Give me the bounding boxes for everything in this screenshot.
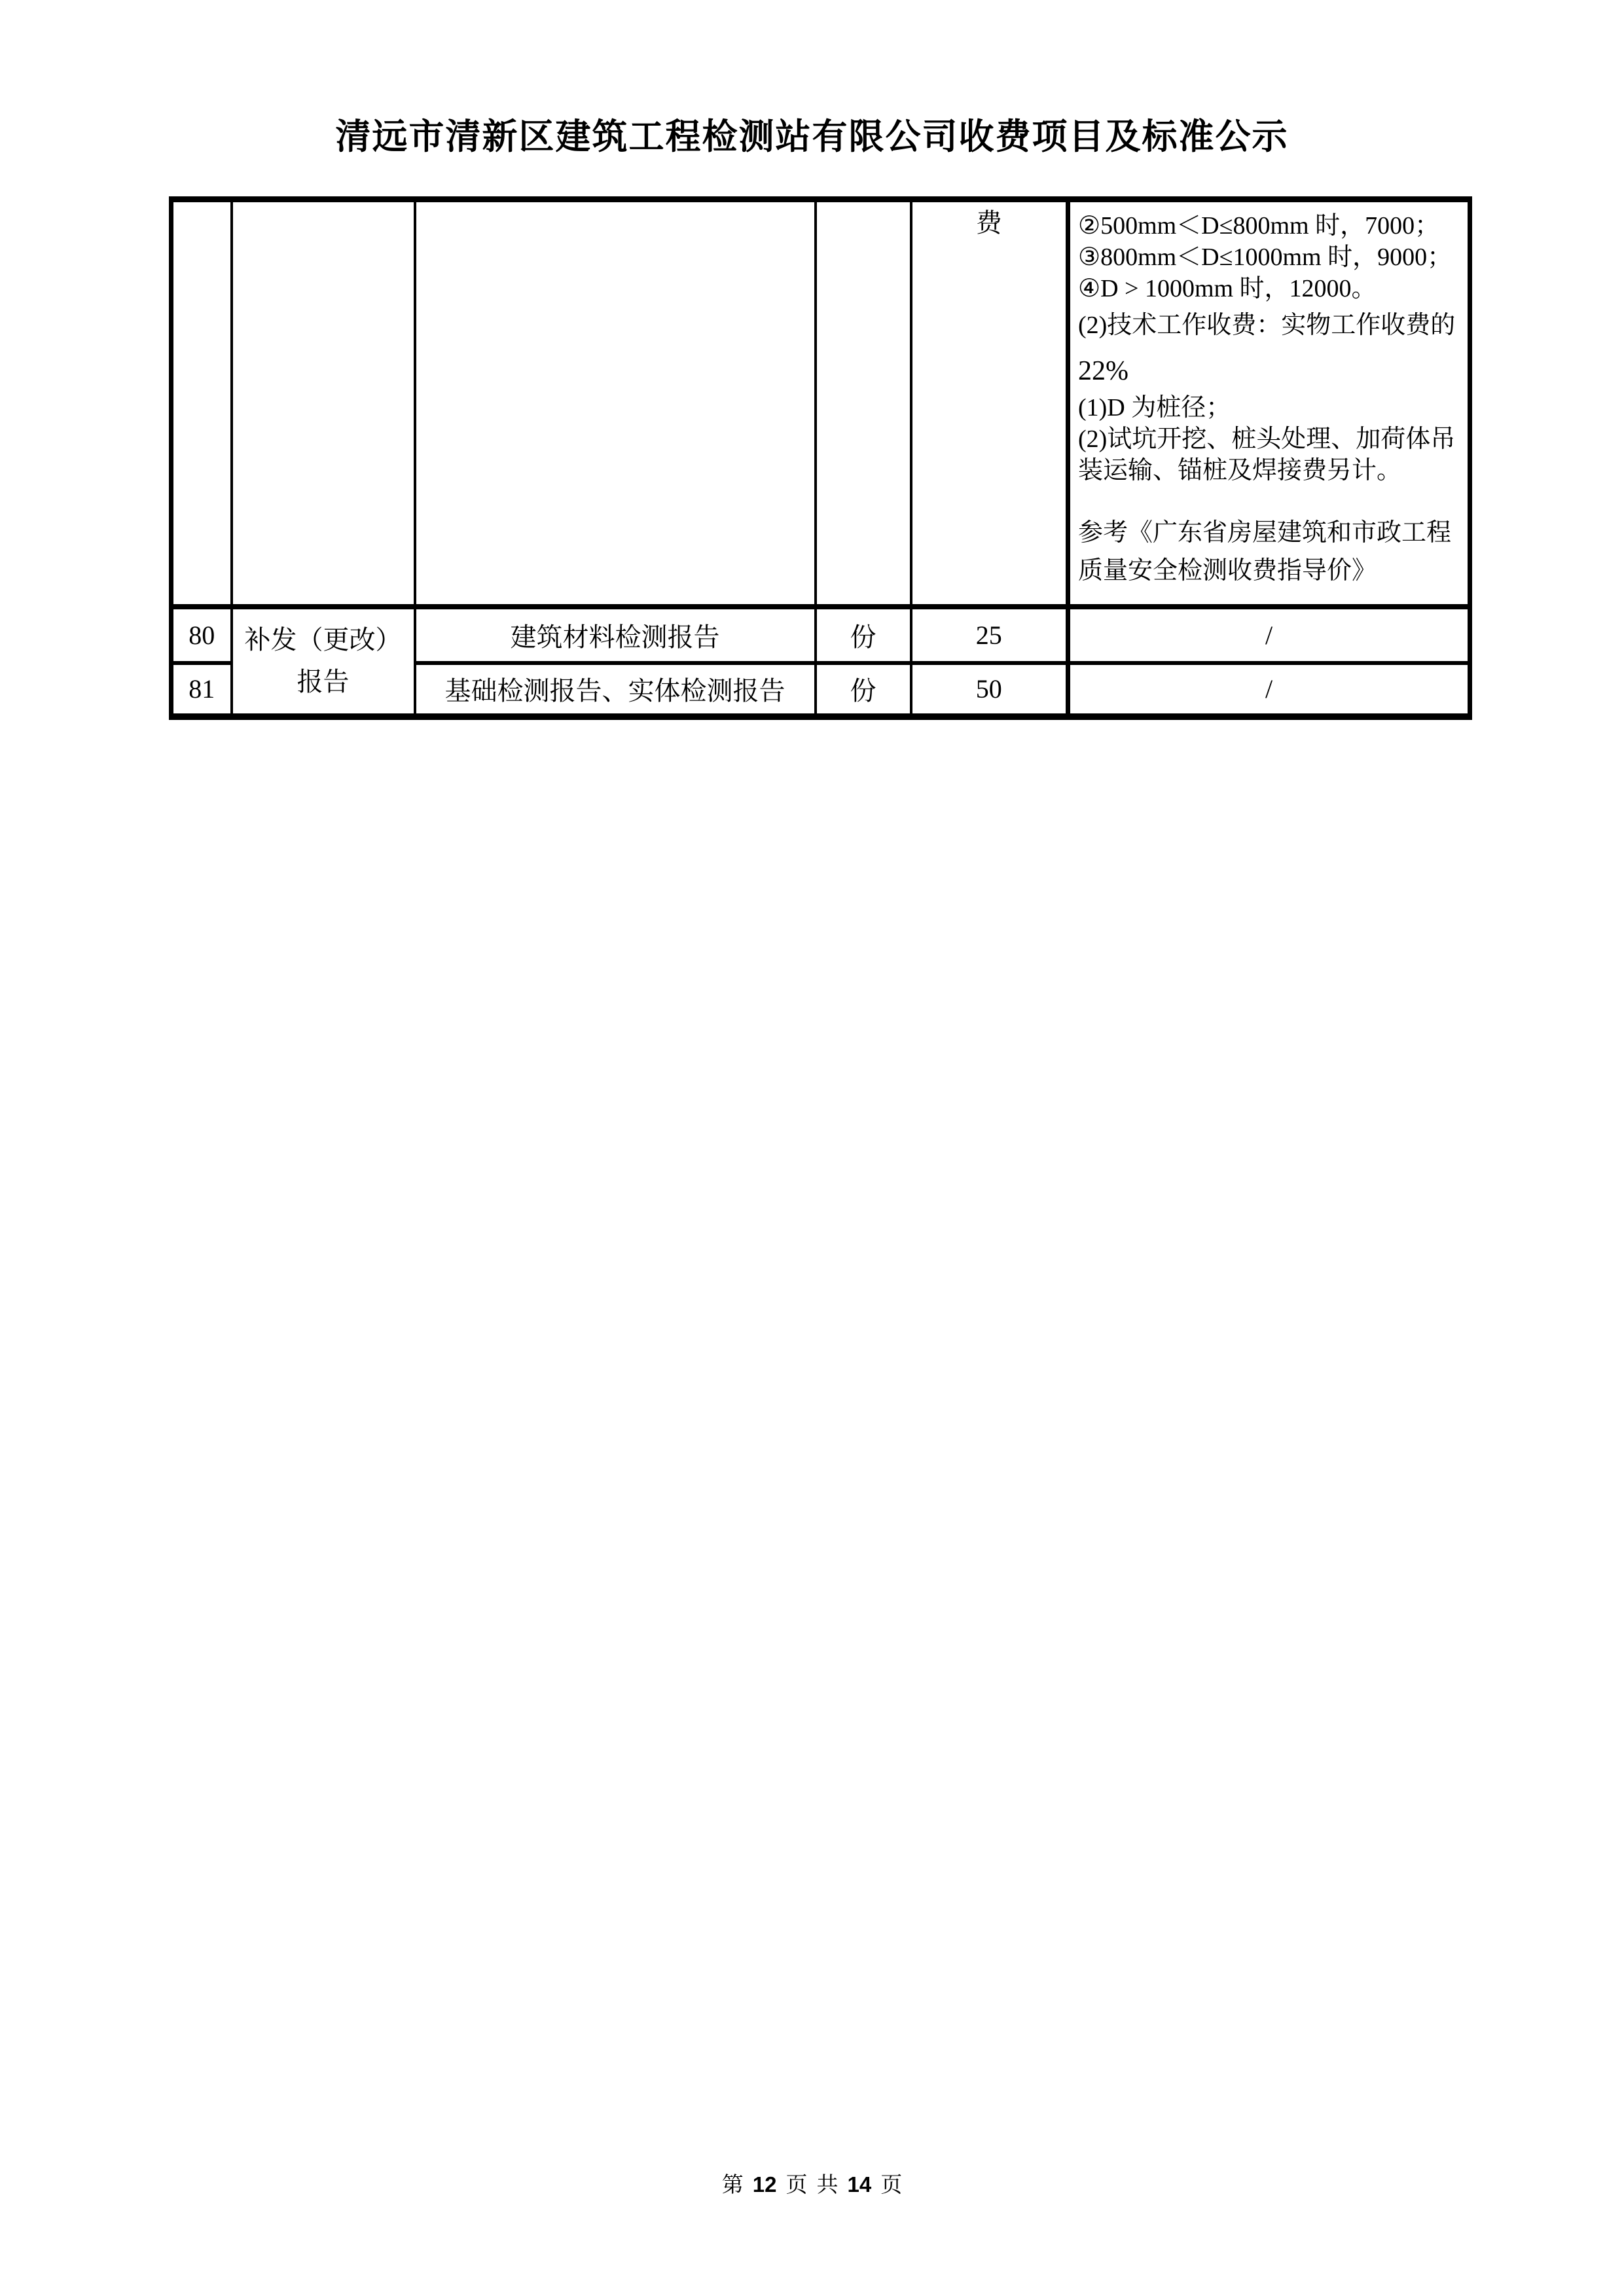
note-line: ④D > 1000mm 时，12000。 bbox=[1078, 275, 1377, 302]
cell-price-fragment: 费 bbox=[911, 200, 1068, 607]
cell-unit-empty bbox=[816, 200, 911, 607]
footer-label: 第 bbox=[721, 2174, 744, 2197]
footer-current-page: 12 bbox=[752, 2172, 777, 2197]
cell-note: / bbox=[1068, 607, 1470, 663]
category-line: 报告 bbox=[297, 667, 350, 696]
cell-no-empty bbox=[171, 200, 232, 607]
note-line: 22% bbox=[1078, 356, 1128, 386]
note-line: ②500mm＜D≤800mm 时，7000； bbox=[1078, 212, 1440, 240]
cell-unit: 份 bbox=[816, 663, 911, 717]
page-title: 清远市清新区建筑工程检测站有限公司收费项目及标准公示 bbox=[335, 117, 1289, 156]
note-line: 质量安全检测收费指导价》 bbox=[1078, 557, 1377, 584]
cell-price: 50 bbox=[911, 663, 1068, 717]
footer-label: 页 bbox=[785, 2174, 808, 2197]
table-row-continuation bbox=[171, 200, 1470, 607]
footer-label: 页 bbox=[880, 2174, 903, 2197]
cell-no: 80 bbox=[171, 607, 232, 663]
page-footer bbox=[0, 2168, 1624, 2198]
note-line: (2)试坑开挖、桩头处理、加荷体吊 bbox=[1078, 425, 1456, 453]
cell-item: 基础检测报告、实体检测报告 bbox=[415, 663, 816, 717]
note-line: 参考《广东省房屋建筑和市政工程 bbox=[1078, 519, 1452, 547]
fee-table bbox=[169, 196, 1472, 720]
note-line: 装运输、锚桩及焊接费另计。 bbox=[1078, 457, 1402, 484]
footer-label: 共 bbox=[816, 2174, 839, 2197]
note-line: ③800mm＜D≤1000mm 时，9000； bbox=[1078, 243, 1453, 271]
cell-note: / bbox=[1068, 663, 1470, 717]
cell-unit: 份 bbox=[816, 607, 911, 663]
cell-category-empty bbox=[232, 200, 415, 607]
note-line: (2)技术工作收费：实物工作收费的 bbox=[1078, 312, 1456, 339]
note-line: (1)D 为桩径； bbox=[1078, 394, 1231, 422]
notes-block bbox=[1070, 202, 1468, 590]
table-row bbox=[171, 607, 1470, 663]
category-line: 补发（更改） bbox=[244, 625, 402, 655]
cell-category bbox=[232, 607, 415, 717]
footer-total-pages: 14 bbox=[847, 2172, 872, 2197]
notes-cell bbox=[1068, 200, 1470, 607]
cell-no: 81 bbox=[171, 663, 232, 717]
cell-item-empty bbox=[415, 200, 816, 607]
cell-price: 25 bbox=[911, 607, 1068, 663]
cell-item: 建筑材料检测报告 bbox=[415, 607, 816, 663]
